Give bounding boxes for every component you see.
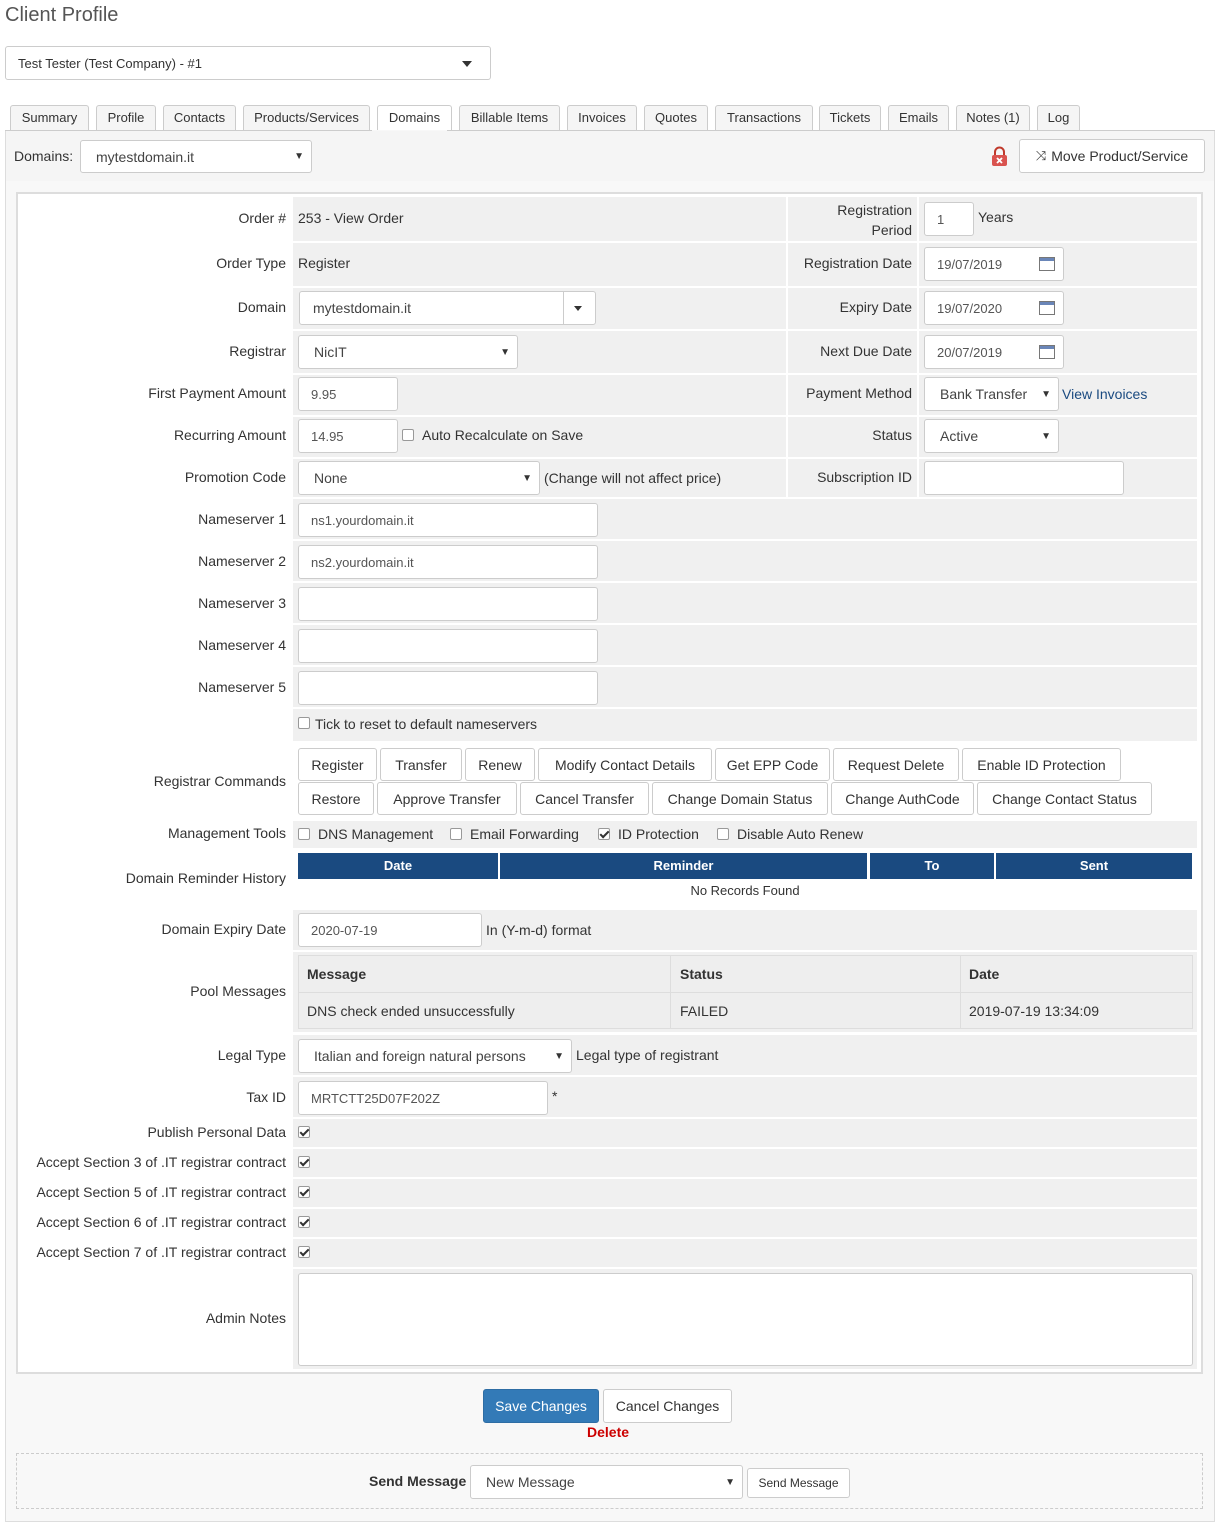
- status-cell: FAILED: [680, 1003, 729, 1019]
- change-contact-status-button[interactable]: Change Contact Status: [977, 782, 1152, 815]
- domain-label: Domain: [237, 299, 286, 315]
- message-cell: DNS check ended unsuccessfully: [307, 1003, 515, 1019]
- lock-icon[interactable]: [991, 146, 1008, 166]
- tab-summary[interactable]: Summary: [10, 105, 89, 130]
- col-to[interactable]: To: [870, 853, 994, 879]
- recurring-label: Recurring Amount: [173, 427, 286, 443]
- col-status: Status: [680, 966, 723, 982]
- auto-recalc-label: Auto Recalculate on Save: [422, 427, 584, 443]
- get-epp-code-button[interactable]: Get EPP Code: [715, 748, 830, 781]
- order-type-value: Register: [298, 255, 351, 271]
- tab-log[interactable]: Log: [1037, 105, 1080, 130]
- accept-section-7-label: Accept Section 7 of .IT registrar contract: [36, 1244, 286, 1260]
- shuffle-icon: ⤨: [1035, 148, 1047, 163]
- calendar-icon[interactable]: [1039, 301, 1055, 315]
- accept-section-6-checkbox[interactable]: [298, 1216, 310, 1228]
- accept-section-3-checkbox[interactable]: [298, 1156, 310, 1168]
- nameserver-5-label: Nameserver 5: [198, 679, 286, 695]
- transfer-button[interactable]: Transfer: [380, 748, 462, 781]
- reg-period-label-line1: Registration: [837, 202, 912, 218]
- accept-section-5-label: Accept Section 5 of .IT registrar contract: [36, 1184, 286, 1200]
- reg-date-input[interactable]: [924, 247, 1064, 281]
- divider: [563, 292, 564, 324]
- status-select-value: Active: [940, 428, 979, 444]
- recurring-input[interactable]: 14.95: [298, 419, 398, 453]
- renew-button[interactable]: Renew: [465, 748, 535, 781]
- tab-transactions[interactable]: Transactions: [715, 105, 813, 130]
- domain-expiry-label: Domain Expiry Date: [161, 921, 286, 937]
- nameserver-1-input[interactable]: ns1.yourdomain.it: [298, 503, 598, 537]
- disable-auto-renew-checkbox[interactable]: [717, 828, 729, 840]
- send-message-label: Send Message: [369, 1473, 467, 1489]
- accept-section-6-label: Accept Section 6 of .IT registrar contract: [36, 1214, 286, 1230]
- tab-billable-items[interactable]: Billable Items: [459, 105, 560, 130]
- row-bg: [293, 1209, 1197, 1237]
- registrar-commands-label: Registrar Commands: [153, 773, 286, 789]
- row-bg: [293, 1119, 1197, 1147]
- subscription-label: Subscription ID: [817, 469, 912, 485]
- send-message-select-value: New Message: [486, 1474, 575, 1490]
- payment-method-value: Bank Transfer: [940, 386, 1028, 402]
- email-forwarding-checkbox[interactable]: [450, 828, 462, 840]
- admin-notes-textarea[interactable]: [298, 1273, 1193, 1366]
- reg-period-input[interactable]: 1: [924, 202, 974, 236]
- legal-type-label: Legal Type: [217, 1047, 286, 1063]
- restore-button[interactable]: Restore: [298, 782, 374, 815]
- nameserver-2-input[interactable]: ns2.yourdomain.it: [298, 545, 598, 579]
- domain-switcher-value: mytestdomain.it: [96, 148, 195, 165]
- reset-nameservers-label: Tick to reset to default nameservers: [315, 716, 538, 732]
- promo-note: (Change will not affect price): [544, 470, 722, 486]
- calendar-icon[interactable]: [1039, 257, 1055, 271]
- admin-notes-label: Admin Notes: [205, 1310, 286, 1326]
- required-marker: *: [552, 1088, 558, 1104]
- save-changes-button[interactable]: Save Changes: [483, 1389, 599, 1423]
- reminder-history-table: [298, 853, 1193, 903]
- chevron-down-icon: ▼: [294, 151, 304, 162]
- nameserver-1-label: Nameserver 1: [198, 511, 286, 527]
- reg-period-label-line2: Period: [871, 222, 912, 238]
- dns-management-label: DNS Management: [318, 826, 434, 842]
- page-title: Client Profile: [5, 4, 119, 26]
- reset-nameservers-checkbox[interactable]: [298, 717, 310, 729]
- status-select[interactable]: [924, 419, 1059, 453]
- payment-method-label: Payment Method: [806, 385, 912, 401]
- first-payment-label: First Payment Amount: [148, 385, 286, 401]
- subscription-input[interactable]: [924, 461, 1124, 495]
- next-due-input[interactable]: [924, 335, 1064, 369]
- col-message: Message: [307, 966, 367, 982]
- row-bg: [293, 1179, 1197, 1207]
- first-payment-input[interactable]: 9.95: [298, 377, 398, 411]
- promo-select[interactable]: [298, 461, 540, 495]
- chevron-down-icon: [462, 61, 472, 67]
- tax-id-input[interactable]: MRTCTT25D07F202Z: [298, 1081, 548, 1115]
- registrar-label: Registrar: [229, 343, 286, 359]
- id-protection-label: ID Protection: [618, 826, 699, 842]
- next-due-value: 20/07/2019: [937, 344, 1003, 360]
- domain-expiry-input[interactable]: 2020-07-19: [298, 913, 482, 947]
- domain-input[interactable]: [299, 291, 596, 325]
- chevron-down-icon[interactable]: [574, 306, 582, 311]
- col-date[interactable]: Date: [298, 853, 498, 879]
- legal-type-select[interactable]: [298, 1039, 572, 1073]
- promo-select-value: None: [314, 470, 348, 486]
- domains-label: Domains:: [14, 148, 74, 164]
- nameserver-2-label: Nameserver 2: [198, 553, 286, 569]
- tab-profile[interactable]: Profile: [96, 105, 156, 130]
- row-bg: [293, 1149, 1197, 1177]
- tab-emails[interactable]: Emails: [888, 105, 949, 130]
- calendar-icon[interactable]: [1039, 345, 1055, 359]
- send-message-button[interactable]: Send Message: [747, 1468, 850, 1498]
- chevron-down-icon: ▼: [1041, 388, 1051, 400]
- publish-personal-data-label: Publish Personal Data: [147, 1124, 286, 1140]
- chevron-down-icon: ▼: [1041, 430, 1051, 442]
- col-reminder[interactable]: Reminder: [500, 853, 867, 879]
- col-sent[interactable]: Sent: [996, 853, 1192, 879]
- table-header: [299, 956, 1192, 993]
- empty-state: No Records Found: [690, 883, 800, 898]
- accept-section-3-label: Accept Section 3 of .IT registrar contract: [36, 1154, 286, 1170]
- expiry-date-value: 19/07/2020: [937, 300, 1003, 316]
- registrar-select[interactable]: [298, 335, 518, 369]
- tab-contacts[interactable]: Contacts: [163, 105, 236, 130]
- order-type-label: Order Type: [216, 255, 286, 271]
- reg-period-label: [837, 200, 912, 240]
- nameserver-3-label: Nameserver 3: [198, 595, 286, 611]
- legal-type-note: Legal type of registrant: [576, 1047, 719, 1063]
- chevron-down-icon: ▼: [500, 346, 510, 358]
- status-label: Status: [872, 427, 912, 443]
- payment-method-select[interactable]: [924, 377, 1059, 411]
- nameserver-5-input[interactable]: [298, 671, 598, 705]
- cancel-transfer-button[interactable]: Cancel Transfer: [520, 782, 649, 815]
- promo-label: Promotion Code: [184, 469, 286, 485]
- client-select-value: Test Tester (Test Company) - #1: [18, 56, 202, 71]
- domain-expiry-note: In (Y-m-d) format: [486, 922, 592, 938]
- tab-quotes[interactable]: Quotes: [644, 105, 708, 130]
- send-message-select[interactable]: [470, 1465, 743, 1499]
- reg-date-label: Registration Date: [803, 255, 912, 271]
- pool-messages-label: Pool Messages: [190, 983, 286, 999]
- tab-notes[interactable]: Notes (1): [956, 105, 1030, 130]
- change-domain-status-button[interactable]: Change Domain Status: [652, 782, 828, 815]
- col-date: Date: [969, 966, 1000, 982]
- delete-link[interactable]: Delete: [587, 1424, 630, 1440]
- approve-transfer-button[interactable]: Approve Transfer: [377, 782, 517, 815]
- domain-switcher[interactable]: [80, 140, 312, 173]
- client-select[interactable]: [5, 46, 491, 80]
- reg-period-unit: Years: [978, 209, 1014, 225]
- order-value[interactable]: 253 - View Order: [298, 210, 404, 226]
- date-cell: 2019-07-19 13:34:09: [969, 1003, 1099, 1019]
- change-authcode-button[interactable]: Change AuthCode: [831, 782, 974, 815]
- nameserver-4-label: Nameserver 4: [198, 637, 286, 653]
- reg-date-value: 19/07/2019: [937, 256, 1003, 272]
- chevron-down-icon: ▼: [725, 1476, 735, 1488]
- publish-personal-data-checkbox[interactable]: [298, 1126, 310, 1138]
- reminder-history-label: Domain Reminder History: [125, 870, 286, 886]
- email-forwarding-label: Email Forwarding: [470, 826, 579, 842]
- modify-contact-details-button[interactable]: Modify Contact Details: [538, 748, 712, 781]
- expiry-date-input[interactable]: [924, 291, 1064, 325]
- accept-section-5-checkbox[interactable]: [298, 1186, 310, 1198]
- row-bg: [293, 243, 786, 286]
- order-label: Order #: [238, 210, 286, 226]
- tab-products-services[interactable]: Products/Services: [243, 105, 370, 130]
- view-invoices-link[interactable]: View Invoices: [1062, 386, 1148, 402]
- auto-recalc-checkbox[interactable]: [402, 429, 414, 441]
- nameserver-4-input[interactable]: [298, 629, 598, 663]
- tab-tickets[interactable]: Tickets: [819, 105, 881, 130]
- chevron-down-icon: ▼: [522, 472, 532, 484]
- domain-input-value: mytestdomain.it: [313, 300, 412, 316]
- tab-domains[interactable]: Domains: [377, 105, 452, 131]
- expiry-label: Expiry Date: [839, 299, 912, 315]
- row-bg: [293, 1239, 1197, 1267]
- enable-id-protection-button[interactable]: Enable ID Protection: [962, 748, 1121, 781]
- chevron-down-icon: ▼: [554, 1050, 564, 1062]
- divider: [670, 956, 671, 1028]
- next-due-label: Next Due Date: [820, 343, 912, 359]
- request-delete-button[interactable]: Request Delete: [833, 748, 959, 781]
- move-product-button[interactable]: [1019, 139, 1205, 173]
- divider: [960, 956, 961, 1028]
- id-protection-checkbox[interactable]: [598, 828, 610, 840]
- disable-auto-renew-label: Disable Auto Renew: [737, 826, 864, 842]
- tax-id-label: Tax ID: [246, 1089, 286, 1105]
- cancel-changes-button[interactable]: Cancel Changes: [603, 1389, 732, 1423]
- accept-section-7-checkbox[interactable]: [298, 1246, 310, 1258]
- legal-type-value: Italian and foreign natural persons: [314, 1048, 526, 1064]
- tab-invoices[interactable]: Invoices: [567, 105, 637, 130]
- register-button[interactable]: Register: [298, 748, 377, 781]
- registrar-select-value: NicIT: [314, 344, 347, 360]
- pool-messages-table: [298, 955, 1193, 1029]
- nameserver-3-input[interactable]: [298, 587, 598, 621]
- move-product-label: Move Product/Service: [1051, 148, 1189, 164]
- dns-management-checkbox[interactable]: [298, 828, 310, 840]
- management-tools-label: Management Tools: [167, 825, 286, 841]
